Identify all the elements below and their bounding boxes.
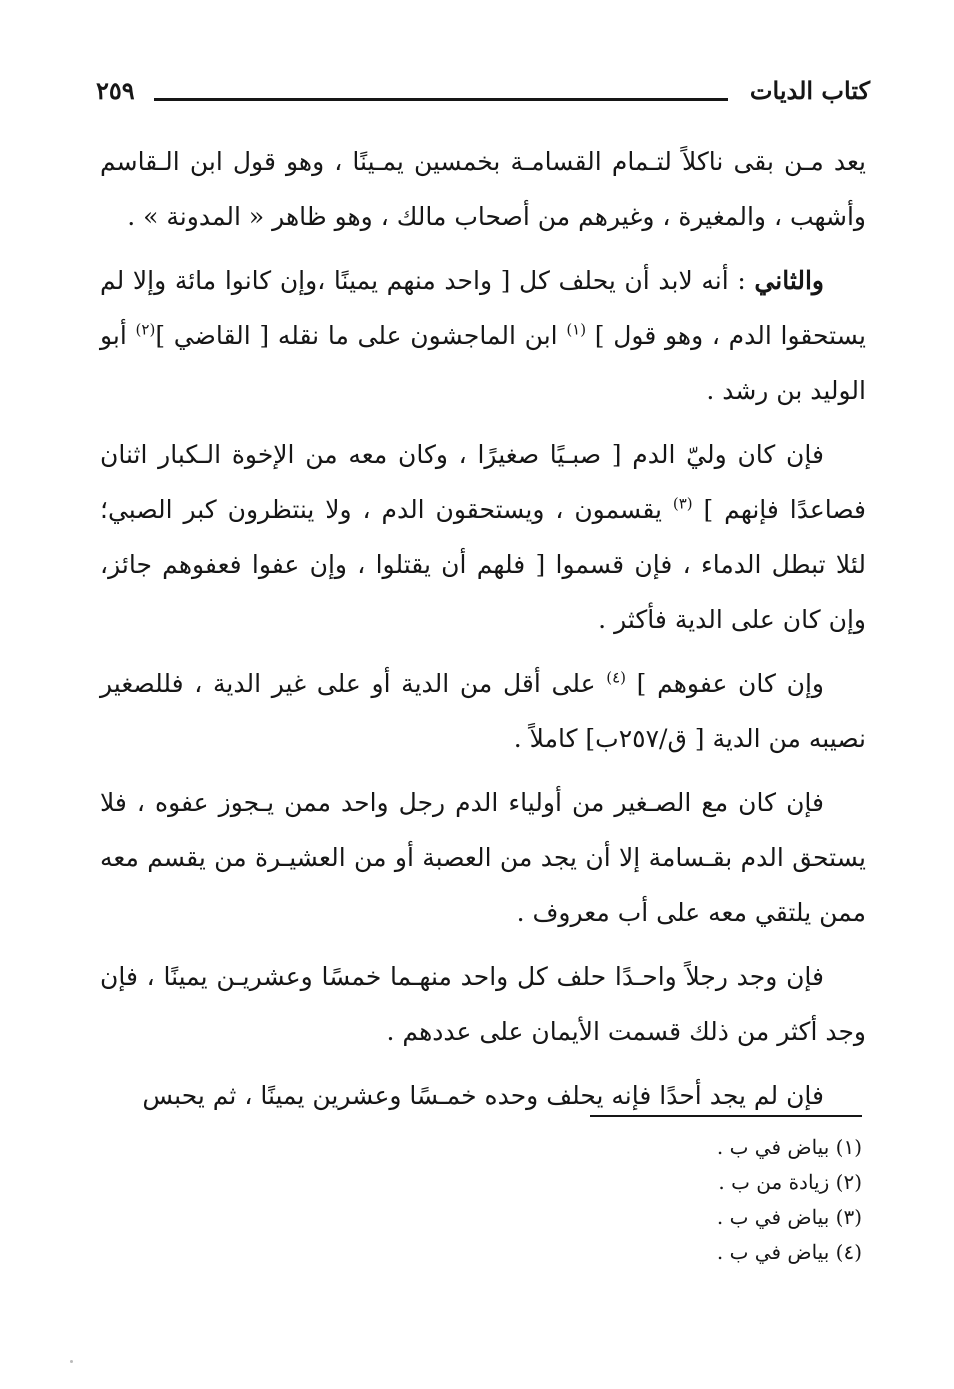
footnote-ref-2[interactable]: (٢)	[135, 320, 156, 339]
paragraph-4	[100, 656, 866, 766]
scan-speck	[70, 1360, 73, 1363]
paragraph-5: فإن كان مع الصـغير من أولياء الدم رجل واحد ممن يـجوز عفوه ، فلا يستحق الدم بقـسامة إلا أن يجد من العصبة أو من العشيـرة من يقسم معه ممن يلتقي معه على أب معروف .	[100, 788, 866, 927]
header-rule	[154, 98, 728, 101]
footnotes	[462, 1130, 862, 1270]
footnote-3: (٣) بياض في ب .	[716, 1205, 862, 1229]
paragraph-6: فإن وجد رجلاً واحـدًا حلف كل واحد منهـما خمسًا وعشريـن يمينًا ، فإن وجد أكثر من ذلك قسمت الأيمان على عددهم .	[100, 962, 866, 1046]
footnote-ref-1[interactable]: (١)	[566, 320, 587, 339]
footnote-2: (٢) زيادة من ب .	[718, 1170, 862, 1194]
running-header	[96, 72, 870, 116]
paragraph-2-text-b: ابن الماجشون على ما نقله [ القاضي ]	[155, 321, 567, 350]
lead-word: والثاني	[754, 266, 824, 295]
footnote-rule	[590, 1115, 862, 1117]
chapter-title: كتاب الديات	[749, 76, 870, 105]
footnote-ref-4[interactable]: (٤)	[606, 668, 626, 687]
paragraph-3	[100, 427, 866, 647]
footnote-ref-3[interactable]: (٣)	[672, 494, 693, 513]
footnote-1: (١) بياض في ب .	[716, 1135, 862, 1159]
page-number: ٢٥٩	[96, 76, 135, 105]
paragraph-2-text-a: : أنه لابد أن يحلف كل [ واحد منهم يمينًا ،وإن كانوا مائة وإلا لم يستحقوا الدم ، وهو قول ]	[100, 266, 866, 350]
paragraph-2-text-c: أبو الوليد بن رشد .	[100, 321, 866, 405]
footnote-4: (٤) بياض في ب .	[716, 1240, 862, 1264]
paragraph-1: يعد مـن بقى ناكلاً لتـمام القسامـة بخمسين يمـينًا ، وهو قول ابن الـقاسم وأشهب ، والمغيرة ، وغيرهم من أصحاب مالك ، وهو ظاهر « المدونة » .	[100, 147, 866, 231]
body-text	[100, 134, 866, 1132]
paragraph-3-text-b: يقسمون ، ويستحقون الدم ، ولا ينتظرون كبر الصبي؛ لئلا تبطل الدماء ، فإن قسموا [ فلهم أن يقتلوا ، وإن عفوا فعفوهم جائز، وإن كان على الدية فأكثر .	[100, 495, 866, 634]
paragraph-7: فإن لم يجد أحدًا فإنه يحلف وحده خمـسًا وعشرين يمينًا ، ثم يحبس	[142, 1081, 824, 1110]
paragraph-4-text-a: وإن كان عفوهم ]	[625, 669, 824, 698]
paragraph-2	[100, 253, 866, 418]
paragraph-4-text-b: على أقل من الدية أو على غير الدية ، فللصغير نصيبه من الدية [ ق/٢٥٧ب] كاملاً .	[100, 669, 866, 753]
paragraph-3-text-a: فإن كان وليّ الدم [ صبـيًا صغيرًا ، وكان معه من الإخوة الـكبار اثنان فصاعدًا فإنهم ]	[100, 440, 866, 524]
